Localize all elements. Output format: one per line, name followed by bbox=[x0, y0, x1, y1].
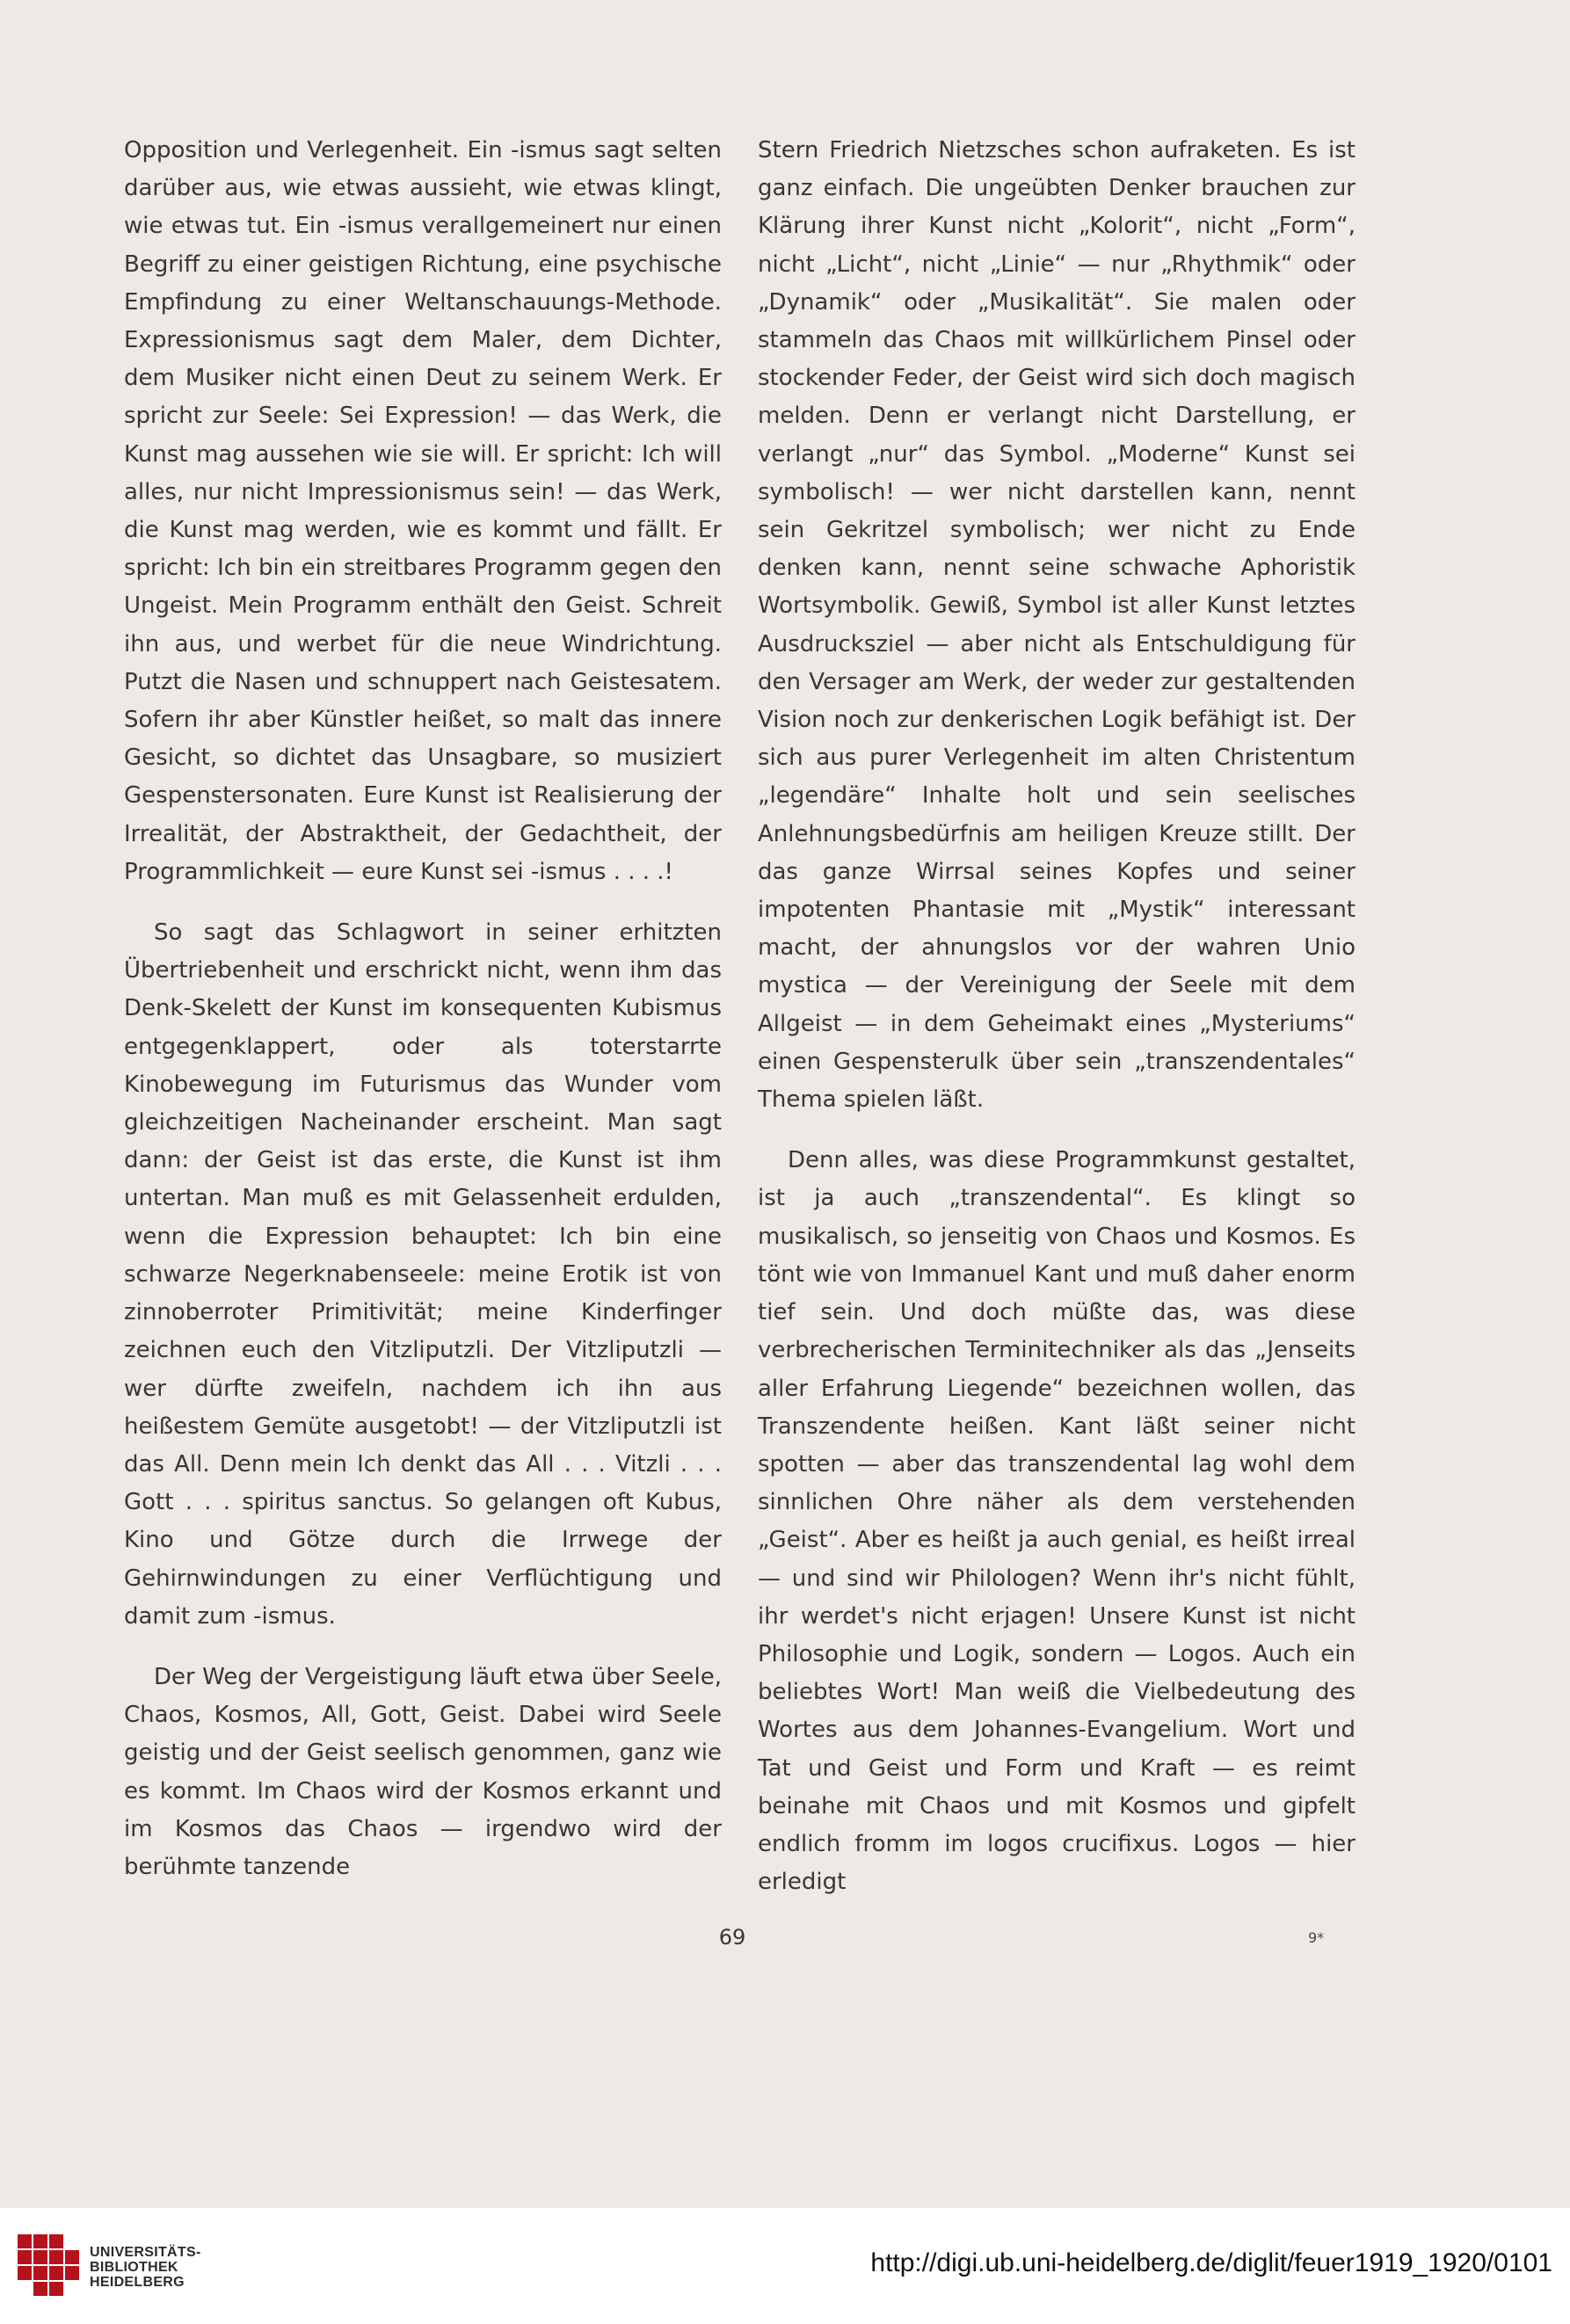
source-url-link[interactable]: http://digi.ub.uni-heidelberg.de/diglit/feuer1919_1920/0101 bbox=[870, 2248, 1552, 2277]
left-paragraph-3: Der Weg der Vergeistigung läuft etwa über Seele, Chaos, Kosmos, All, Gott, Geist. Dabei wird Seele geistig und der Geist seelisch genommen, ganz wie es kommt. Im Chaos wird der Kosmos erkannt und im Kosmos das Chaos — irgendwo wird der berühmte tanzende bbox=[124, 1663, 722, 1880]
right-text-column bbox=[758, 132, 1356, 1924]
left-paragraph-1: Opposition und Verlegenheit. Ein -ismus sagt selten darüber aus, wie etwas aussieht, wie etwas klingt, wie etwas tut. Ein -ismus verallgemeinert nur einen Begriff zu einer geistigen Richtung, eine psychische Empfindung zu einer Weltanschauungs-Methode. Expressionismus sagt dem Maler, dem Dichter, dem Musiker nicht einen Deut zu seinem Werk. Er spricht zur Seele: Sei Expression! — das Werk, die Kunst mag aussehen wie sie will. Er spricht: Ich will alles, nur nicht Impressionismus sein! — das Werk, die Kunst mag werden, wie es kommt und fällt. Er spricht: Ich bin ein streitbares Programm gegen den Ungeist. Mein Programm enthält den Geist. Schreit ihn aus, und werbet für die neue Windrichtung. Putzt die Nasen und schnuppert nach Geistesatem. Sofern ihr aber Künstler heißet, so malt das innere Gesicht, so dichtet das Unsagbare, so musiziert Gespenstersonaten. Eure Kunst ist Realisierung der Irrealität, der Abstraktheit, der Gedachtheit, der Programmlichkeit — eure Kunst sei -ismus . . . .! bbox=[124, 137, 722, 885]
right-paragraph-1: Stern Friedrich Nietzsches schon aufraketen. Es ist ganz einfach. Die ungeübten Denker brauchen zur Klärung ihrer Kunst nicht „Kolorit“, nicht „Form“, nicht „Licht“, nicht „Linie“ — nur „Rhythmik“ oder „Dynamik“ oder „Musikalität“. Sie malen oder stammeln das Chaos mit willkürlichem Pinsel oder stockender Feder, der Geist wird sich doch magisch melden. Denn er verlangt nicht Darstellung, er verlangt „nur“ das Symbol. „Moderne“ Kunst sei symbolisch! — wer nicht darstellen kann, nennt sein Gekritzel symbolisch; wer nicht zu Ende denken kann, nennt seine schwache Aphoristik Wortsymbolik. Gewiß, Symbol ist aller Kunst letztes Ausdrucksziel — aber nicht als Entschuldigung für den Versager am Werk, der weder zur gestaltenden Vision noch zur denkerischen Logik befähigt ist. Der sich aus purer Verlegenheit im alten Christentum „legendäre“ Inhalte holt und sein seelisches Anlehnungsbedürfnis am heiligen Kreuze stillt. Der das ganze Wirrsal seines Kopfes und seiner impotenten Phantasie mit „Mystik“ interessant macht, der ahnungslos vor der wahren Unio mystica — der Vereinigung der Seele mit dem Allgeist — in dem Geheimakt eines „Mysteriums“ einen Gespensterulk über sein „transzendentales“ Thema spielen läßt. bbox=[758, 137, 1356, 1114]
university-library-logo-icon bbox=[18, 2234, 79, 2299]
library-name bbox=[90, 2245, 201, 2290]
right-paragraph-2: Denn alles, was diese Programmkunst gestaltet, ist ja auch „transzendental“. Es klingt so musikalisch, so jenseitig von Chaos und Kosmos. Es tönt wie von Immanuel Kant und muß daher enorm tief sein. Und doch müßte das, was diese verbrecherischen Terminitechniker als das „Jenseits aller Erfahrung Liegende“ bezeichnen wollen, das Transzendente heißen. Kant läßt seiner nicht spotten — aber das transzendental lag wohl dem sinnlichen Ohre näher als dem verstehenden „Geist“. Aber es heißt ja auch genial, es heißt irreal — und sind wir Philologen? Wenn ihr's nicht fühlt, ihr werdet's nicht erjagen! Unsere Kunst ist nicht Philosophie und Logik, sondern — Logos. Auch ein beliebtes Wort! Man weiß die Vielbedeutung des Wortes aus dem Johannes-Evangelium. Wort und Tat und Geist und Form und Kraft — es reimt beinahe mit Chaos und mit Kosmos und gipfelt endlich fromm im logos crucifixus. Logos — hier erledigt bbox=[758, 1147, 1356, 1896]
left-paragraph-2: So sagt das Schlagwort in seiner erhitzten Übertriebenheit und erschrickt nicht, wenn ihm das Denk-Skelett der Kunst im konsequenten Kubismus entgegenklappert, oder als toterstarrte Kinobewegung im Futurismus das Wunder vom gleichzeitigen Nacheinander erscheint. Man sagt dann: der Geist ist das erste, die Kunst ist ihm untertan. Man muß es mit Gelassenheit erdulden, wenn die Expression behauptet: Ich bin eine schwarze Negerknabenseele: meine Erotik ist von zinnoberroter Primitivität; meine Kinderfinger zeichnen euch den Vitzliputzli. Der Vitzliputzli — wer dürfte zweifeln, nachdem ich ihn aus heißestem Gemüte ausgetobt! — der Vitzliputzli ist das All. Denn mein Ich denkt das All . . . Vitzli . . . Gott . . . spiritus sanctus. So gelangen oft Kubus, Kino und Götze durch die Irrwege der Gehirnwindungen zu einer Verflüchtigung und damit zum -ismus. bbox=[124, 919, 722, 1630]
library-name-line-1: UNIVERSITÄTS- bbox=[90, 2245, 201, 2260]
library-name-line-3: HEIDELBERG bbox=[90, 2275, 185, 2290]
viewer-footer bbox=[0, 2208, 1570, 2324]
signature-mark: 9* bbox=[1308, 1929, 1325, 1946]
page-number: 69 bbox=[718, 1925, 746, 1950]
left-text-column bbox=[124, 132, 722, 1909]
library-name-line-2: BIBLIOTHEK bbox=[90, 2260, 178, 2275]
